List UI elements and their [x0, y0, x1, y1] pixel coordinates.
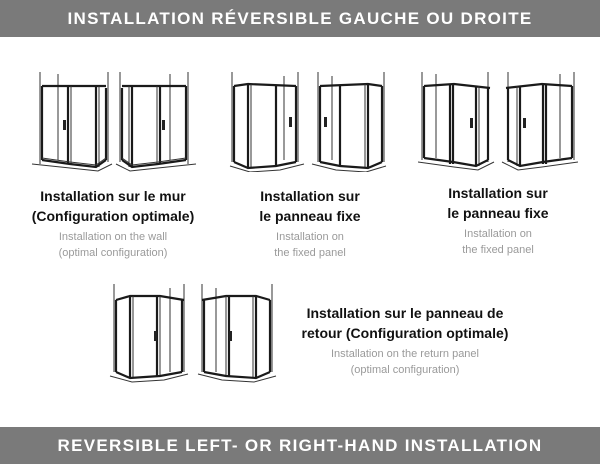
option-subtitle-en: Installation on the fixed panel [274, 231, 346, 259]
option-title-fr: Installation sur le panneau fixe [259, 188, 361, 224]
header-title: INSTALLATION RÉVERSIBLE GAUCHE OU DROITE [67, 8, 533, 28]
option-subtitle-en: Installation on the return panel (optimal configuration) [331, 348, 479, 376]
option-title-fr: Installation sur le mur (Configuration optimale) [31, 188, 195, 224]
shower-enclosure-return-panel-icon [108, 284, 278, 384]
option-title-fr: Installation sur le panneau de retour (Configuration optimale) [301, 305, 509, 341]
caption-wall [15, 186, 211, 261]
option-subtitle-en: Installation on the fixed panel [462, 228, 534, 256]
shower-enclosure-wall-mount-icon [30, 72, 198, 172]
footer-banner [0, 427, 600, 464]
header-banner [0, 0, 600, 37]
shower-enclosure-fixed-panel-icon [228, 72, 388, 172]
option-subtitle-en: Installation on the wall (optimal configuration) [58, 231, 168, 259]
shower-enclosure-fixed-panel-icon [418, 72, 578, 172]
footer-title: REVERSIBLE LEFT- OR RIGHT-HAND INSTALLATION [57, 435, 543, 455]
caption-return-panel [285, 303, 525, 378]
option-title-fr: Installation sur le panneau fixe [447, 185, 549, 221]
caption-fixed-panel-1 [210, 186, 410, 261]
caption-fixed-panel-2 [398, 183, 598, 258]
